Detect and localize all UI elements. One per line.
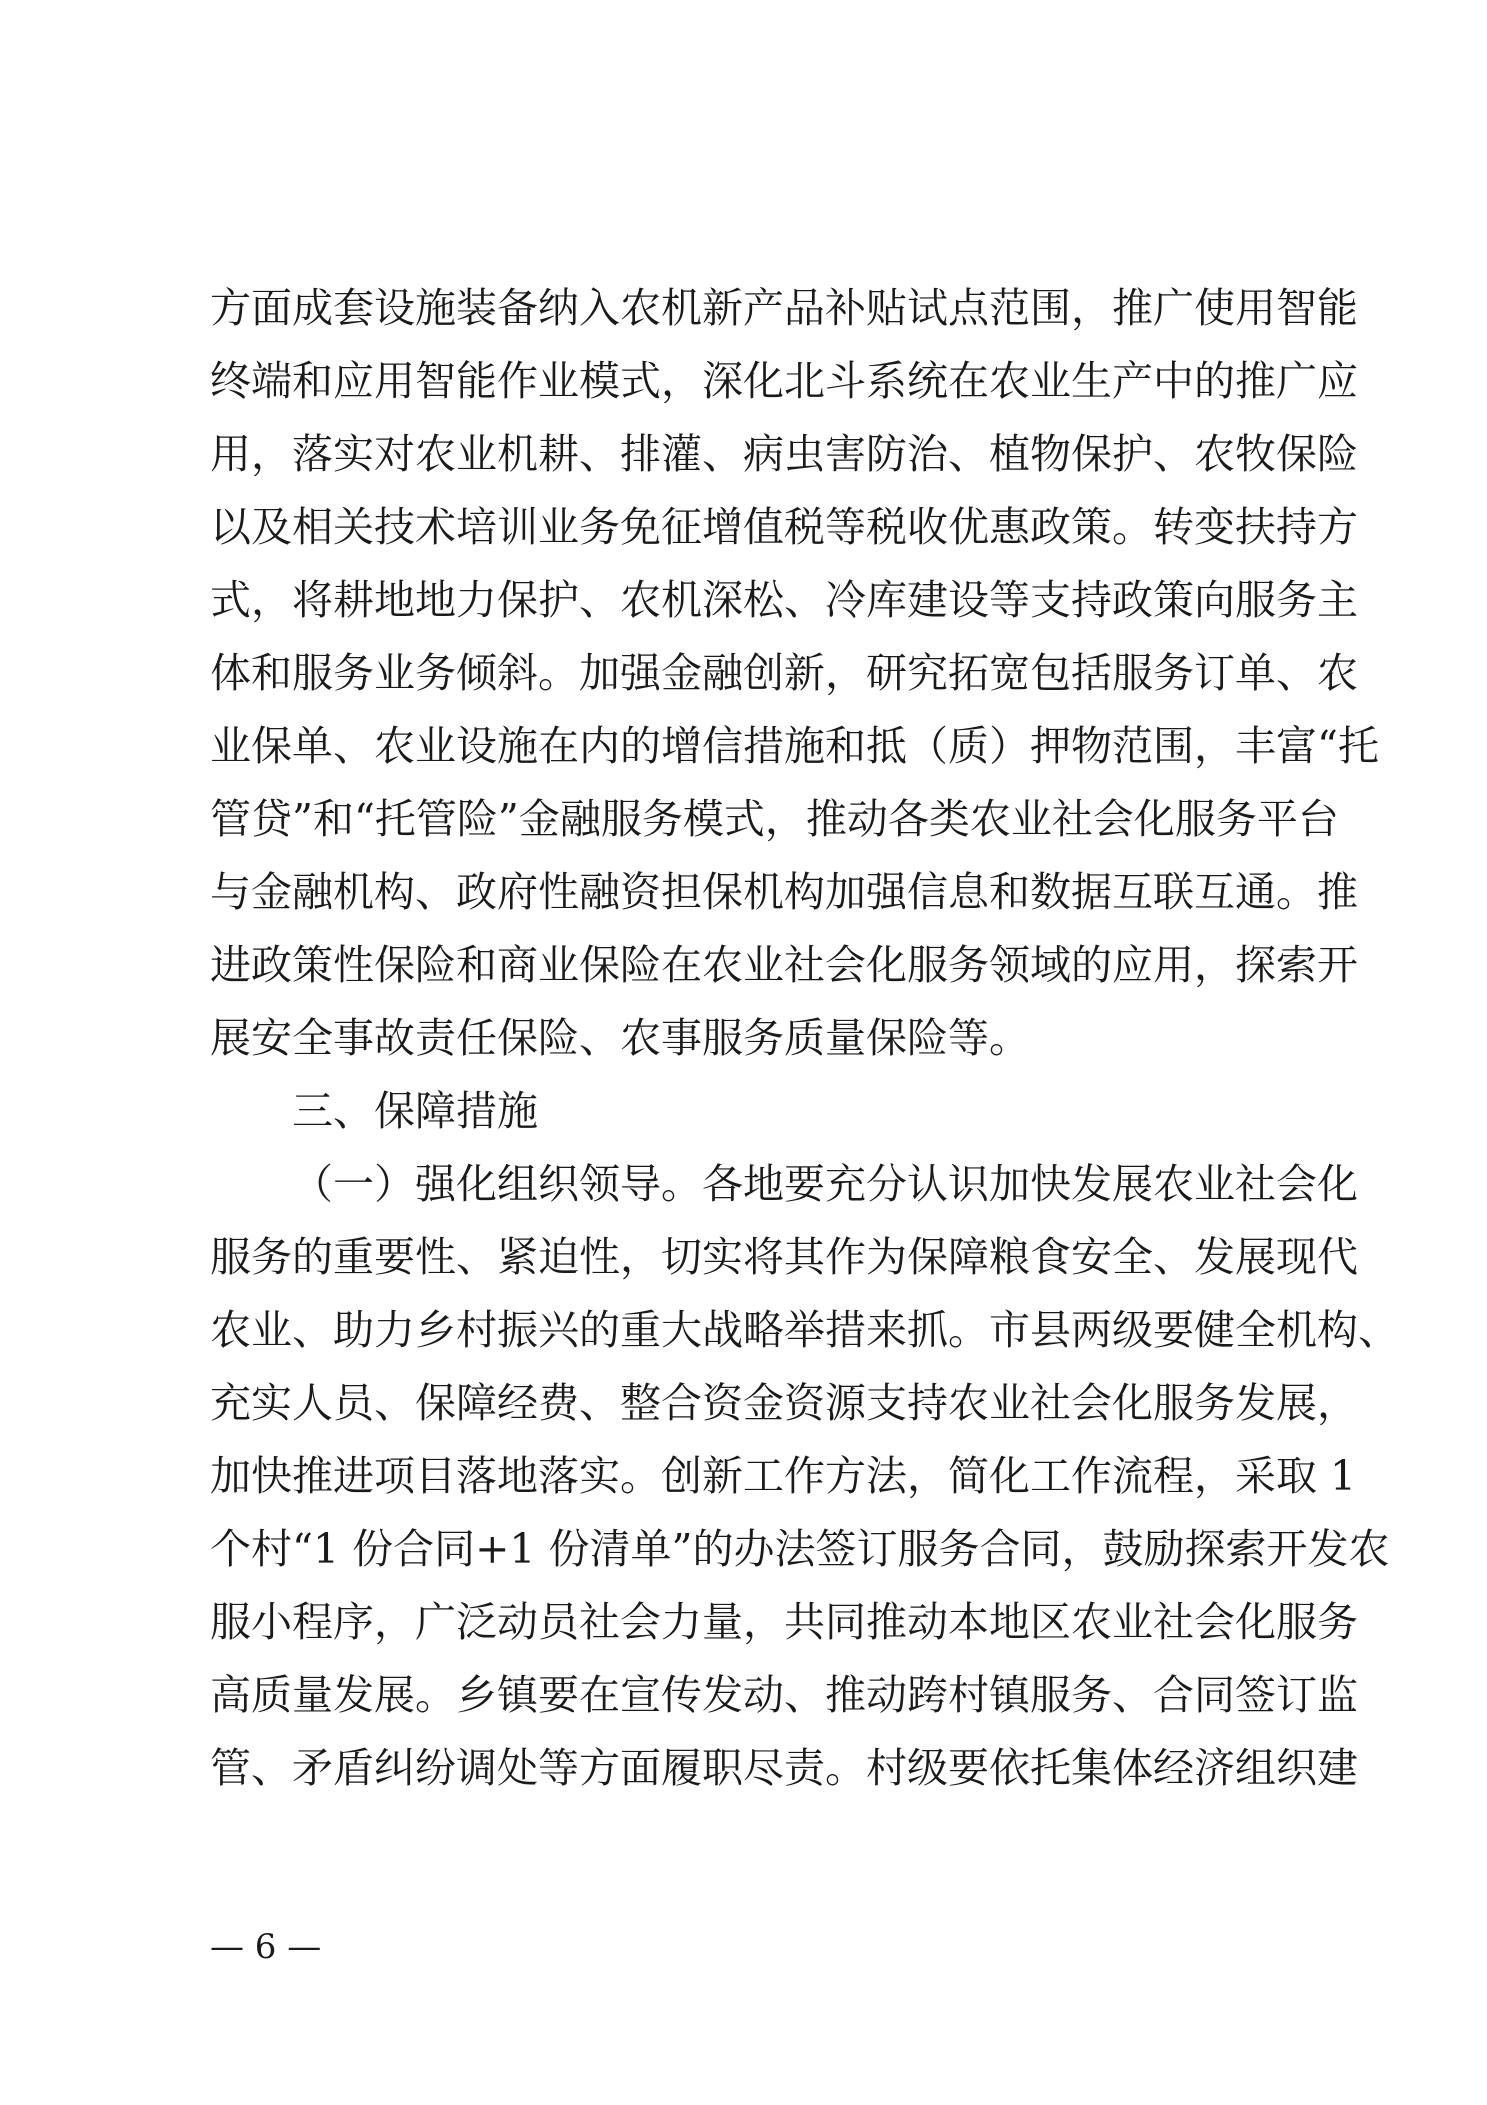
text-line: 与金融机构、政府性融资担保机构加强信息和数据互联互通。推 xyxy=(210,868,1358,916)
body-text xyxy=(210,272,1399,1805)
text-line: 式，将耕地地力保护、农机深松、冷库建设等支持政策向服务主 xyxy=(210,576,1358,624)
text-line: 用，落实对农业机耕、排灌、病虫害防治、植物保护、农牧保险 xyxy=(210,430,1358,478)
section-heading: 三、保障措施 xyxy=(292,1087,538,1135)
text-line: 体和服务业务倾斜。加强金融创新，研究拓宽包括服务订单、农 xyxy=(210,649,1358,697)
text-line: （一）强化组织领导。各地要充分认识加快发展农业社会化 xyxy=(292,1160,1358,1208)
text-line: 管贷”和“托管险”金融服务模式，推动各类农业社会化服务平台 xyxy=(210,795,1339,843)
text-line: 服务的重要性、紧迫性，切实将其作为保障粮食安全、发展现代 xyxy=(210,1233,1358,1281)
text-line: 高质量发展。乡镇要在宣传发动、推动跨村镇服务、合同签订监 xyxy=(210,1671,1358,1719)
text-line: 加快推进项目落地落实。创新工作方法，简化工作流程，采取 1 xyxy=(210,1452,1357,1500)
text-line: 服小程序，广泛动员社会力量，共同推动本地区农业社会化服务 xyxy=(210,1598,1358,1646)
text-line: 展安全事故责任保险、农事服务质量保险等。 xyxy=(210,1014,1030,1062)
text-line: 进政策性保险和商业保险在农业社会化服务领域的应用，探索开 xyxy=(210,941,1358,989)
text-line: 以及相关技术培训业务免征增值税等税收优惠政策。转变扶持方 xyxy=(210,503,1358,551)
text-line: 业保单、农业设施在内的增信措施和抵（质）押物范围，丰富“托 xyxy=(210,722,1379,770)
text-line: 个村“1 份合同+1 份清单”的办法签订服务合同，鼓励探索开发农 xyxy=(210,1525,1390,1573)
text-line: 终端和应用智能作业模式，深化北斗系统在农业生产中的推广应 xyxy=(210,357,1358,405)
text-line: 充实人员、保障经费、整合资金资源支持农业社会化服务发展， xyxy=(210,1379,1358,1427)
page-number: — 6 — xyxy=(210,1927,322,1967)
text-line: 方面成套设施装备纳入农机新产品补贴试点范围，推广使用智能 xyxy=(210,284,1358,332)
text-line: 农业、助力乡村振兴的重大战略举措来抓。市县两级要健全机构、 xyxy=(210,1306,1399,1354)
text-line: 管、矛盾纠纷调处等方面履职尽责。村级要依托集体经济组织建 xyxy=(210,1744,1358,1792)
